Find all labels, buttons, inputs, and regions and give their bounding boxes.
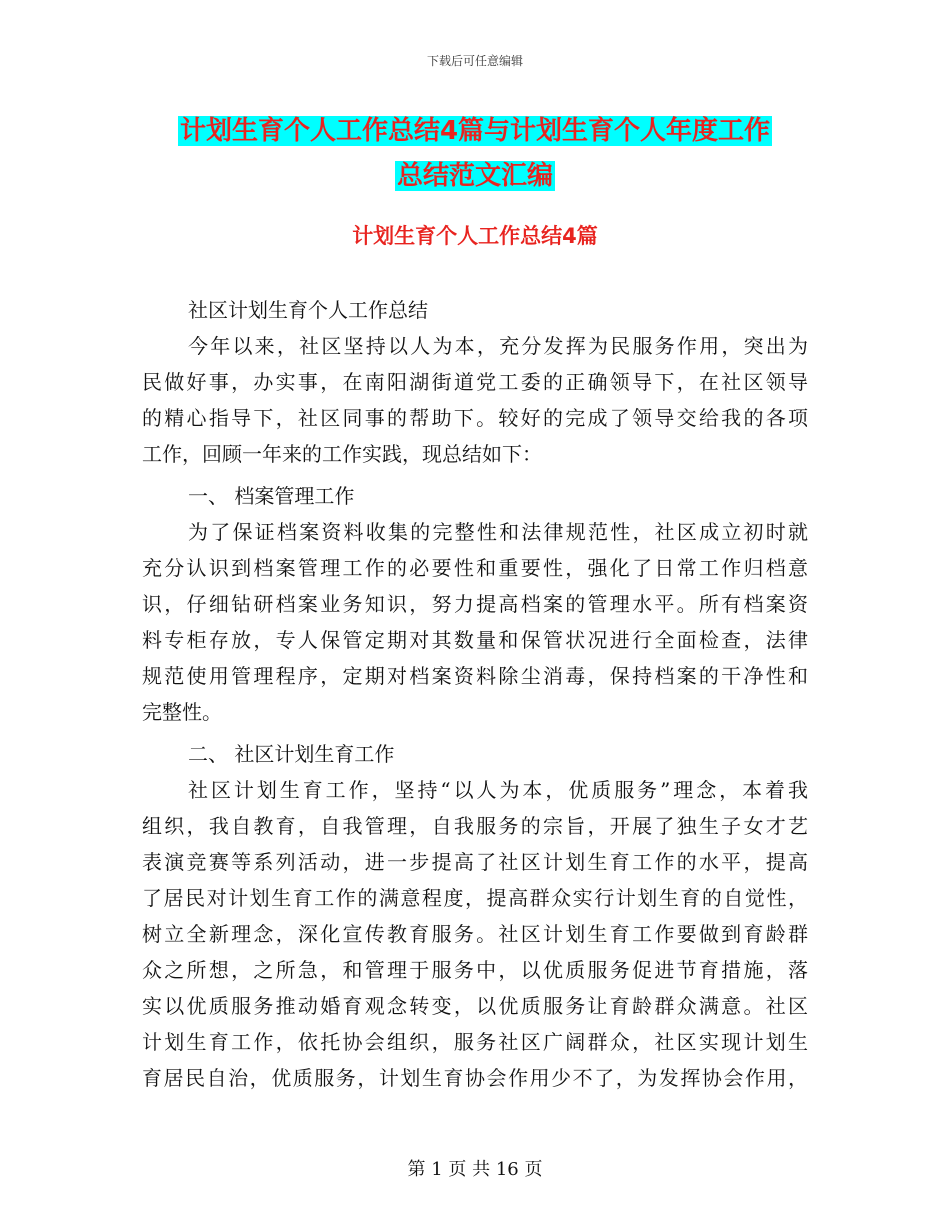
text-line: 为了保证档案资料收集的完整性和法律规范性，社区成立初时就 [188,520,808,544]
main-title-highlight-2: 总结范文汇编 [396,161,553,191]
text-line: 完整性。 [142,700,222,724]
paragraph-heading: 社区计划生育个人工作总结 [188,298,428,322]
section-heading-archives: 一、 档案管理工作 [188,484,355,508]
text-line: 的精心指导下，社区同事的帮助下。较好的完成了领导交给我的各项 [142,406,808,430]
text-line: 料专柜存放，专人保管定期对其数量和保管状况进行全面检查，法律 [142,628,808,652]
text-line: 树立全新理念，深化宣传教育服务。社区计划生育工作要做到育龄群 [142,922,808,946]
text-line: 表演竞赛等系列活动，进一步提高了社区计划生育工作的水平，提高 [142,850,808,874]
main-title-highlight-1: 计划生育个人工作总结4篇与计划生育个人年度工作 [179,116,771,146]
text-line: 充分认识到档案管理工作的必要性和重要性，强化了日常工作归档意 [142,556,808,580]
text-line: 工作，回顾一年来的工作实践，现总结如下： [142,442,542,466]
page-footer: 第 1 页 共 16 页 [407,1159,543,1180]
text-line: 今年以来，社区坚持以人为本，充分发挥为民服务作用，突出为 [188,334,808,358]
text-line: 规范使用管理程序，定期对档案资料除尘消毒，保持档案的干净性和 [142,664,808,688]
text-line: 识，仔细钻研档案业务知识，努力提高档案的管理水平。所有档案资 [142,592,808,616]
text-line: 众之所想，之所急，和管理于服务中，以优质服务促进节育措施，落 [142,958,808,982]
section-title: 计划生育个人工作总结4篇 [352,224,598,248]
text-line: 组织，我自教育，自我管理，自我服务的宗旨，开展了独生子女才艺 [142,814,808,838]
text-line: 实以优质服务推动婚育观念转变，以优质服务让育龄群众满意。社区 [142,994,808,1018]
main-title-line-2 [140,153,810,199]
section-heading-family-planning: 二、 社区计划生育工作 [188,742,395,766]
header-note: 下载后可任意编辑 [426,54,523,68]
text-line: 了居民对计划生育工作的满意程度，提高群众实行计划生育的自觉性， [142,886,808,910]
text-line: 社区计划生育工作，坚持“以人为本，优质服务”理念，本着我 [188,778,808,802]
main-title-line-1 [140,108,810,154]
text-line: 民做好事，办实事，在南阳湖街道党工委的正确领导下，在社区领导 [142,370,808,394]
text-line: 计划生育工作，依托协会组织，服务社区广阔群众，社区实现计划生 [142,1030,808,1054]
text-line: 育居民自治，优质服务，计划生育协会作用少不了，为发挥协会作用， [142,1066,808,1090]
